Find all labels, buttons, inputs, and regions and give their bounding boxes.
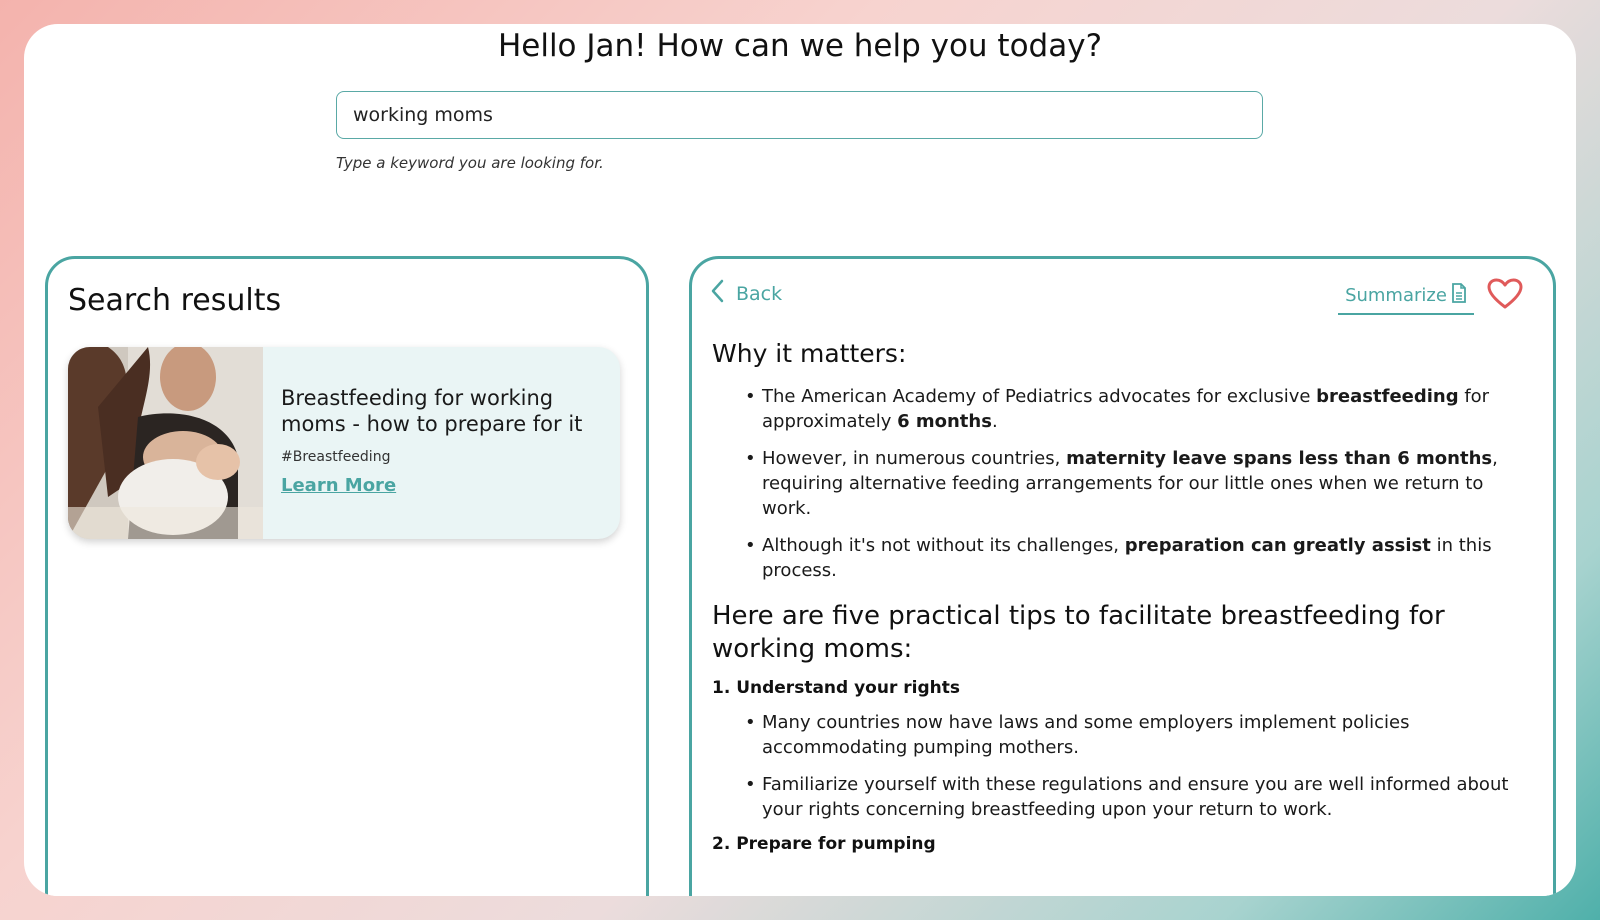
learn-more-link[interactable]: Learn More: [281, 475, 397, 496]
search-input[interactable]: [336, 91, 1263, 139]
article-content: [712, 339, 1512, 854]
list-item: • The American Academy of Pediatrics advocates for exclusive breastfeeding for approximately 6 months.: [712, 384, 1512, 434]
search-results-panel: [45, 256, 649, 896]
search-hint: Type a keyword you are looking for.: [336, 154, 604, 172]
app-frame: [24, 24, 1576, 896]
list-item: • Many countries now have laws and some employers implement policies accommodating pumping mothers.: [712, 710, 1512, 760]
back-label: Back: [736, 282, 783, 305]
result-card-tag: #Breastfeeding: [281, 449, 391, 465]
result-card-photo: [68, 347, 263, 539]
list-item: • Although it's not without its challenges, preparation can greatly assist in this process.: [712, 533, 1512, 583]
step-2-title: 2. Prepare for pumping: [712, 834, 936, 854]
results-title: Search results: [68, 283, 282, 318]
greeting-title: Hello Jan! How can we help you today?: [497, 28, 1103, 64]
step-1-title: 1. Understand your rights: [712, 678, 960, 698]
favorite-heart-icon[interactable]: [1487, 278, 1523, 314]
list-item: • However, in numerous countries, maternity leave spans less than 6 months, requiring alternative feeding arrangements for our little ones when we return to work.: [712, 446, 1512, 521]
summarize-label: Summarize: [1345, 284, 1447, 306]
why-list: [712, 384, 1512, 583]
result-card-title: Breastfeeding for working moms - how to prepare for it: [281, 386, 583, 436]
article-heading-why: Why it matters:: [712, 339, 907, 368]
back-button[interactable]: [710, 279, 782, 308]
article-heading-tips: Here are five practical tips to facilitate breastfeeding for working moms:: [712, 601, 1445, 664]
document-icon: [1451, 283, 1467, 308]
chevron-left-icon: [710, 279, 724, 308]
result-card[interactable]: [68, 347, 620, 539]
step-1-list: [712, 710, 1512, 822]
article-panel: [689, 256, 1556, 896]
summarize-button[interactable]: [1338, 277, 1474, 315]
list-item: • Familiarize yourself with these regulations and ensure you are well informed about your rights concerning breastfeeding upon your return to work.: [712, 772, 1512, 822]
